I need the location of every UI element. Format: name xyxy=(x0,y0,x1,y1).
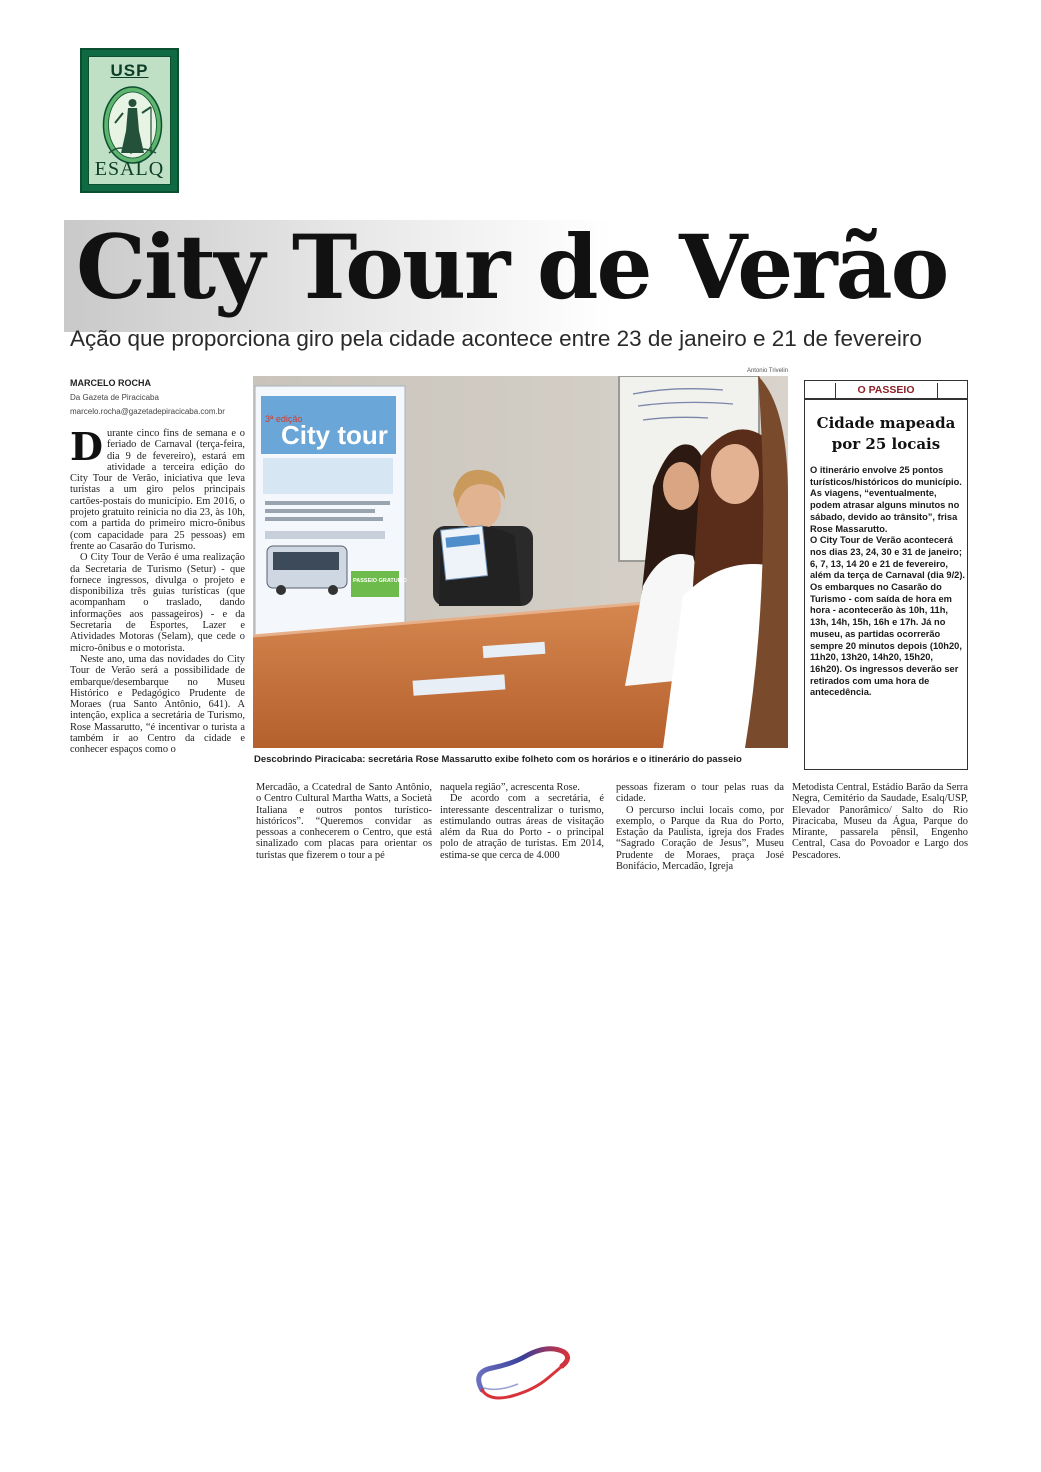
logo-esalq-text: ESALQ xyxy=(94,158,165,180)
sidebar-paragraph-1: O itinerário envolve 25 pontos turísticos/históricos do município. As viagens, “eventualmente, podem atrasar alguns minutos no sábado, devido ao trânsito”, frisa Rose Massarutto. xyxy=(810,465,962,534)
banner-badge: PASSEIO GRATUITO xyxy=(353,578,407,584)
column-5-text: Metodista Central, Estádio Barão da Serra Negra, Cemitério da Saudade, Esalq/USP, Elevador Panorâmico/ Salto do Rio Piracicaba, Museu da Água, Parque do Mirante, passarela pênsil, Engenho Central, Casa do Povoador e Largo dos Pescadores. xyxy=(792,782,968,861)
esalq-emblem-icon xyxy=(101,83,164,165)
esalq-logo xyxy=(80,48,179,193)
sidebar-body xyxy=(810,465,966,699)
ribbon-logo-icon xyxy=(468,1342,574,1406)
article-subtitle: Ação que proporciona giro pela cidade acontece entre 23 de janeiro e 21 de fevereiro xyxy=(70,326,922,351)
byline-author: MARCELO ROCHA xyxy=(70,378,151,388)
logo-panel xyxy=(88,56,171,185)
sidebar-title-line-1: Cidade mapeada xyxy=(816,414,956,432)
sidebar-title xyxy=(806,413,966,455)
article-column-3 xyxy=(440,782,604,861)
paragraph-1-text: urante cinco fins de semana e o feriado de Carnaval (terça-feira, dia 9 de fevereiro), estará em atividade a terceira edição do City Tour de Verão, iniciativa que leva turistas a um giro pelos principais cartões-postais do município. Em 2016, o projeto gratuito reinicia no dia 23, às 10h, com a partida do primeiro micro-ônibus (com capacidade para 25 pessoas) em frente ao Casarão do Turismo. xyxy=(70,428,245,552)
photo-caption: Descobrindo Piracicaba: secretária Rose Massarutto exibe folheto com os horários e o itinerário do passeio xyxy=(254,754,742,765)
sidebar-tab-label: O PASSEIO xyxy=(835,383,938,398)
article-paragraph-2: O City Tour de Verão é uma realização da Secretaria de Turismo (Setur) - que fornece ingressos, divulga o projeto e disponibiliza três guias turísticas (que acompanham o traslado, dando informações aos passageiros) - e da Secretaria de Esportes, Lazer e Atividades Motoras (Selam), que cede o micro-ônibus e o motorista. xyxy=(70,552,245,654)
sidebar-tab xyxy=(804,380,968,400)
column-3-text-a: naquela região”, acrescenta Rose. xyxy=(440,782,580,793)
article-column-4 xyxy=(616,782,784,872)
article-column-1 xyxy=(70,424,245,756)
article-column-5 xyxy=(792,782,968,861)
byline-outlet: Da Gazeta de Piracicaba xyxy=(70,393,159,402)
article-column-2 xyxy=(256,782,432,861)
column-2-text: Mercadão, a Ccatedral de Santo Antônio, o Centro Cultural Martha Watts, a Società Italiana e outros pontos turístico-históricos”. “Queremos convidar as pessoas a conhecerem o Centro, que está sinalizado com placas para orientar os turistas que fizerem o tour a pé xyxy=(256,782,432,861)
column-3-text-b: De acordo com a secretária, é interessante descentralizar o turismo, estimulando outras áreas de visitação além da Rua do Porto - o principal polo de atração de turistas. Em 2014, estima-se que cerca de 4.000 xyxy=(440,793,604,861)
dropcap: D xyxy=(70,424,103,469)
article-paragraph-1 xyxy=(70,424,245,552)
photo-illustration xyxy=(253,376,788,748)
article-headline: City Tour de Verão xyxy=(76,215,948,319)
column-4-text-b: O percurso inclui locais como, por exemplo, o Parque da Rua do Porto, Estação da Paulista, igreja dos Frades “Sagrado Coração de Jesus”, Museu Prudente de Moraes, praça José Bonifácio, Mercadão, Igreja xyxy=(616,804,784,873)
sidebar-paragraph-3: Os embarques no Casarão do Turismo - com saída de hora em hora - acontecerão às 10h, 11h, 13h, 14h, 15h, 16h e 17h. Já no museu, as partidas ocorrerão sempre 20 minutos depois (10h20, 11h20, 13h20, 14h20, 15h20, 16h20). Os ingressos deverão ser retirados com uma hora de antecedência. xyxy=(810,582,962,698)
column-4-text-a: pessoas fizeram o tour pelas ruas da cidade. xyxy=(616,782,784,805)
byline-email: marcelo.rocha@gazetadepiracicaba.com.br xyxy=(70,407,225,416)
article-photo xyxy=(253,376,788,748)
sidebar-paragraph-2: O City Tour de Verão acontecerá nos dias 23, 24, 30 e 31 de janeiro; 6, 7, 13, 14 20 e 21 de fevereiro, além da terça de Carnaval (dia 9/2). xyxy=(810,535,966,581)
article-paragraph-3: Neste ano, uma das novidades do City Tour de Verão será a possibilidade de embarque/desembarque no Museu Histórico e Pedagógico Prudente de Moraes (rua Santo Antônio, 641). A intenção, explica a secretária de Turismo, Rose Massarutto, “é incentivar o turista a também ir ao Centro da cidade e conhecer espaços como o xyxy=(70,653,245,756)
photo-credit: Antonio Trivelin xyxy=(746,368,788,374)
sidebar-title-line-2: por 25 locais xyxy=(831,435,941,453)
banner-edition: 3ª edição xyxy=(265,414,303,424)
byline xyxy=(70,378,250,416)
logo-usp-text: USP xyxy=(110,61,149,80)
banner-title: City tour xyxy=(281,420,388,450)
